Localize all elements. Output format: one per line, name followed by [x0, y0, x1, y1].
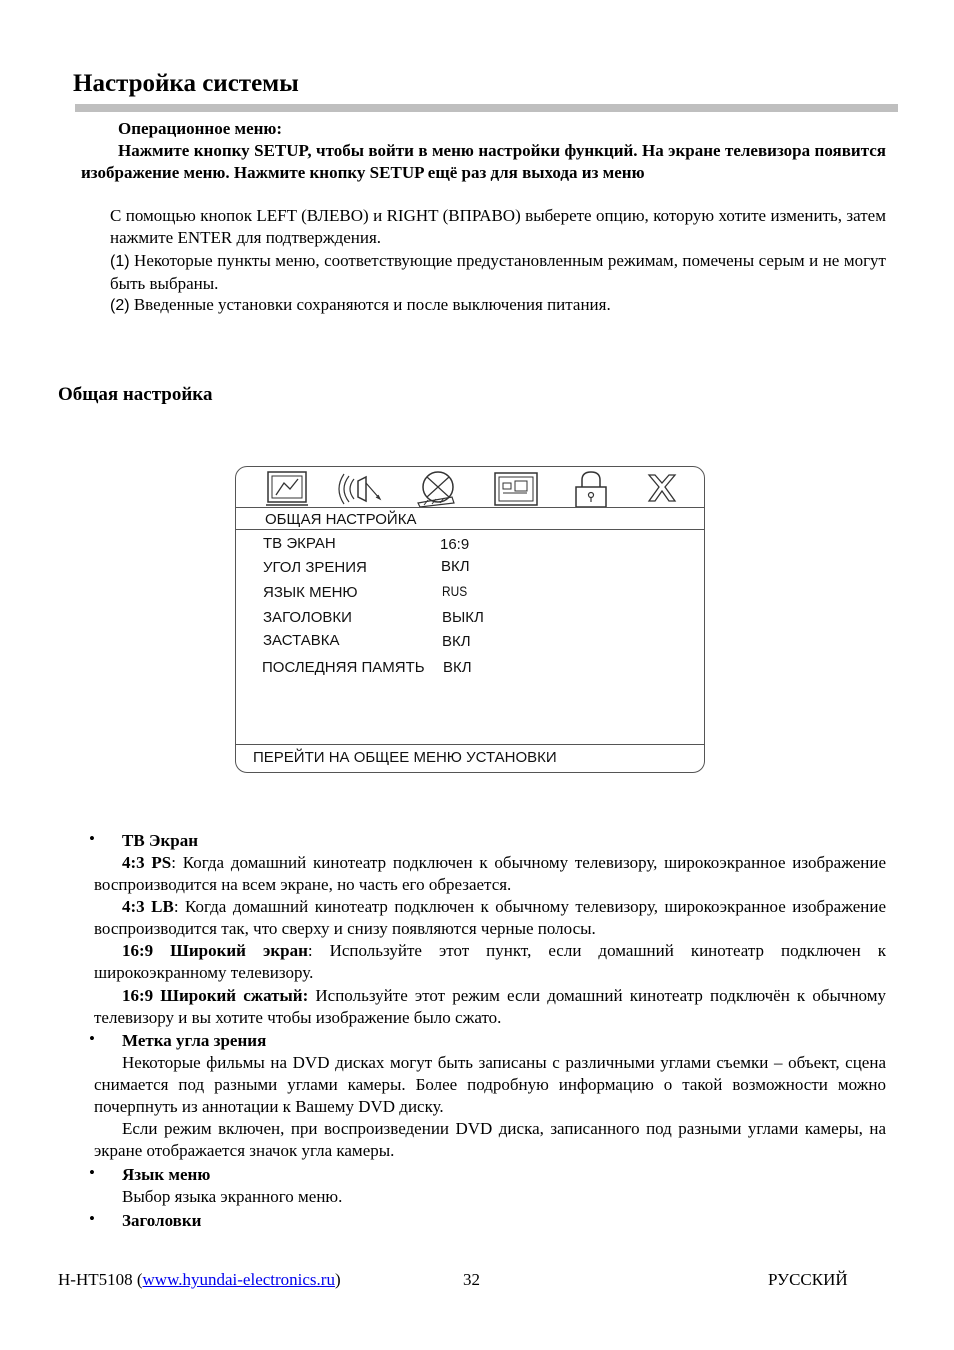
squeeze-text: Используйте этот режим если домашний кинотеатр подключён к обычному телевизору и вы хотите чтобы изображение было сжато. — [94, 986, 886, 1027]
osd-row-value: 16:9 — [440, 536, 470, 553]
footer-language: РУССКИЙ — [768, 1270, 848, 1289]
note-2-number: (2) — [110, 297, 130, 314]
item-angle-p1: Некоторые фильмы на DVD дисках могут быть записаны с различными углами съемки – объект, сцена снимается под разными углами камеры. Более подробную информацию о такой возможности можно почерпнуть из аннотации к Вашему DVD диску. — [94, 1053, 886, 1116]
bullet-dot: • — [89, 1163, 95, 1182]
intro-heading: Операционное меню: — [118, 119, 283, 138]
osd-header-separator — [236, 529, 704, 530]
item-tv-screen-lb — [94, 896, 886, 940]
intro-setup-text: Нажмите кнопку SETUP, чтобы войти в меню настройки функций. На экране телевизора появится изображение меню. Нажмите кнопку SETUP ещё раз для выхода из меню — [81, 141, 886, 182]
item-tv-screen-wide — [94, 940, 886, 984]
osd-row-label[interactable]: ПОСЛЕДНЯЯ ПАМЯТЬ — [262, 659, 425, 676]
note-1-number: (1) — [110, 253, 130, 270]
ps-text: : Когда домашний кинотеатр подключен к обычному телевизору, широкоэкранное изображение воспроизводится на всем экране, но часть его обрезается. — [94, 853, 886, 894]
footer-model-text: H-HT5108 ( — [58, 1270, 143, 1289]
item-subtitles-title: Заголовки — [122, 1211, 202, 1230]
intro-note-2 — [110, 294, 886, 317]
osd-row-value: ВКЛ — [443, 659, 472, 676]
osd-row-label[interactable]: УГОЛ ЗРЕНИЯ — [263, 559, 367, 576]
osd-row-value: ВЫКЛ — [442, 609, 484, 626]
osd-row-value: ВКЛ — [441, 558, 470, 575]
squeeze-label: 16:9 Широкий сжатый: — [122, 986, 309, 1005]
picture-preference-icon — [491, 469, 541, 509]
osd-menu-panel — [235, 466, 705, 773]
footer-website-link[interactable]: www.hyundai-electronics.ru — [142, 1270, 335, 1289]
ps-label: 4:3 PS — [122, 853, 172, 872]
exit-x-icon — [637, 469, 687, 509]
item-menu-lang-title: Язык меню — [122, 1165, 211, 1184]
footer-model — [58, 1270, 341, 1290]
note-2-text: Введенные установки сохраняются и после выключения питания. — [129, 295, 611, 314]
intro-note-1 — [110, 250, 886, 295]
item-menu-lang-text: Выбор языка экранного меню. — [122, 1187, 343, 1206]
item-tv-screen-title: ТВ Экран — [122, 831, 199, 850]
osd-header: ОБЩАЯ НАСТРОЙКА — [265, 511, 417, 528]
osd-row-value: RUS — [442, 583, 468, 599]
lock-icon — [566, 469, 616, 509]
osd-icon-bar — [236, 467, 704, 507]
item-tv-screen-squeeze — [94, 985, 886, 1029]
bullet-dot: • — [89, 1029, 95, 1048]
intro-nav-text: С помощью кнопок LEFT (ВЛЕВО) и RIGHT (ВПРАВО) выберете опцию, которую хотите изменить, затем нажмите ENTER для подтверждения. — [110, 206, 886, 247]
bullet-dot: • — [89, 829, 95, 848]
section-title: Общая настройка — [58, 384, 213, 405]
page-title: Настройка системы — [73, 70, 299, 97]
item-angle-title: Метка угла зрения — [122, 1031, 267, 1050]
osd-row-label[interactable]: ЗАГОЛОВКИ — [263, 609, 352, 626]
osd-footer-separator — [236, 744, 704, 745]
footer-model-close: ) — [334, 1270, 341, 1289]
wide-label: 16:9 Широкий экран — [122, 941, 308, 960]
note-1-text: Некоторые пункты меню, соответствующие предустановленным режимам, помечены серым и не могут быть выбраны. — [110, 251, 886, 293]
wide-text: : Используйте этот пункт, если домашний кинотеатр подключен к широкоэкранному телевизору. — [94, 941, 886, 982]
item-tv-screen-ps — [94, 852, 886, 896]
osd-footer-text: ПЕРЕЙТИ НА ОБЩЕЕ МЕНЮ УСТАНОВКИ — [253, 749, 557, 766]
osd-row-label[interactable]: ЯЗЫК МЕНЮ — [263, 584, 358, 601]
osd-row-value: ВКЛ — [442, 633, 471, 650]
lb-label: 4:3 LB — [122, 897, 174, 916]
general-setup-icon — [262, 469, 312, 509]
bullet-dot: • — [89, 1209, 95, 1228]
page-number: 32 — [463, 1270, 480, 1289]
osd-row-label[interactable]: ЗАСТАВКА — [263, 632, 340, 649]
audio-speaker-icon — [336, 469, 386, 509]
osd-icon-separator — [236, 507, 704, 508]
item-angle-p2: Если режим включен, при воспроизведении DVD диска, записанного под разными углами камеры, на экране отображается значок угла камеры. — [94, 1119, 886, 1160]
osd-row-label[interactable]: ТВ ЭКРАН — [263, 535, 336, 552]
title-underline-bar — [75, 104, 898, 112]
lb-text: : Когда домашний кинотеатр подключен к обычному телевизору, широкоэкранное изображение воспроизводится так, что сверху и снизу появляются черные полосы. — [94, 897, 887, 938]
video-disc-icon — [412, 469, 462, 509]
